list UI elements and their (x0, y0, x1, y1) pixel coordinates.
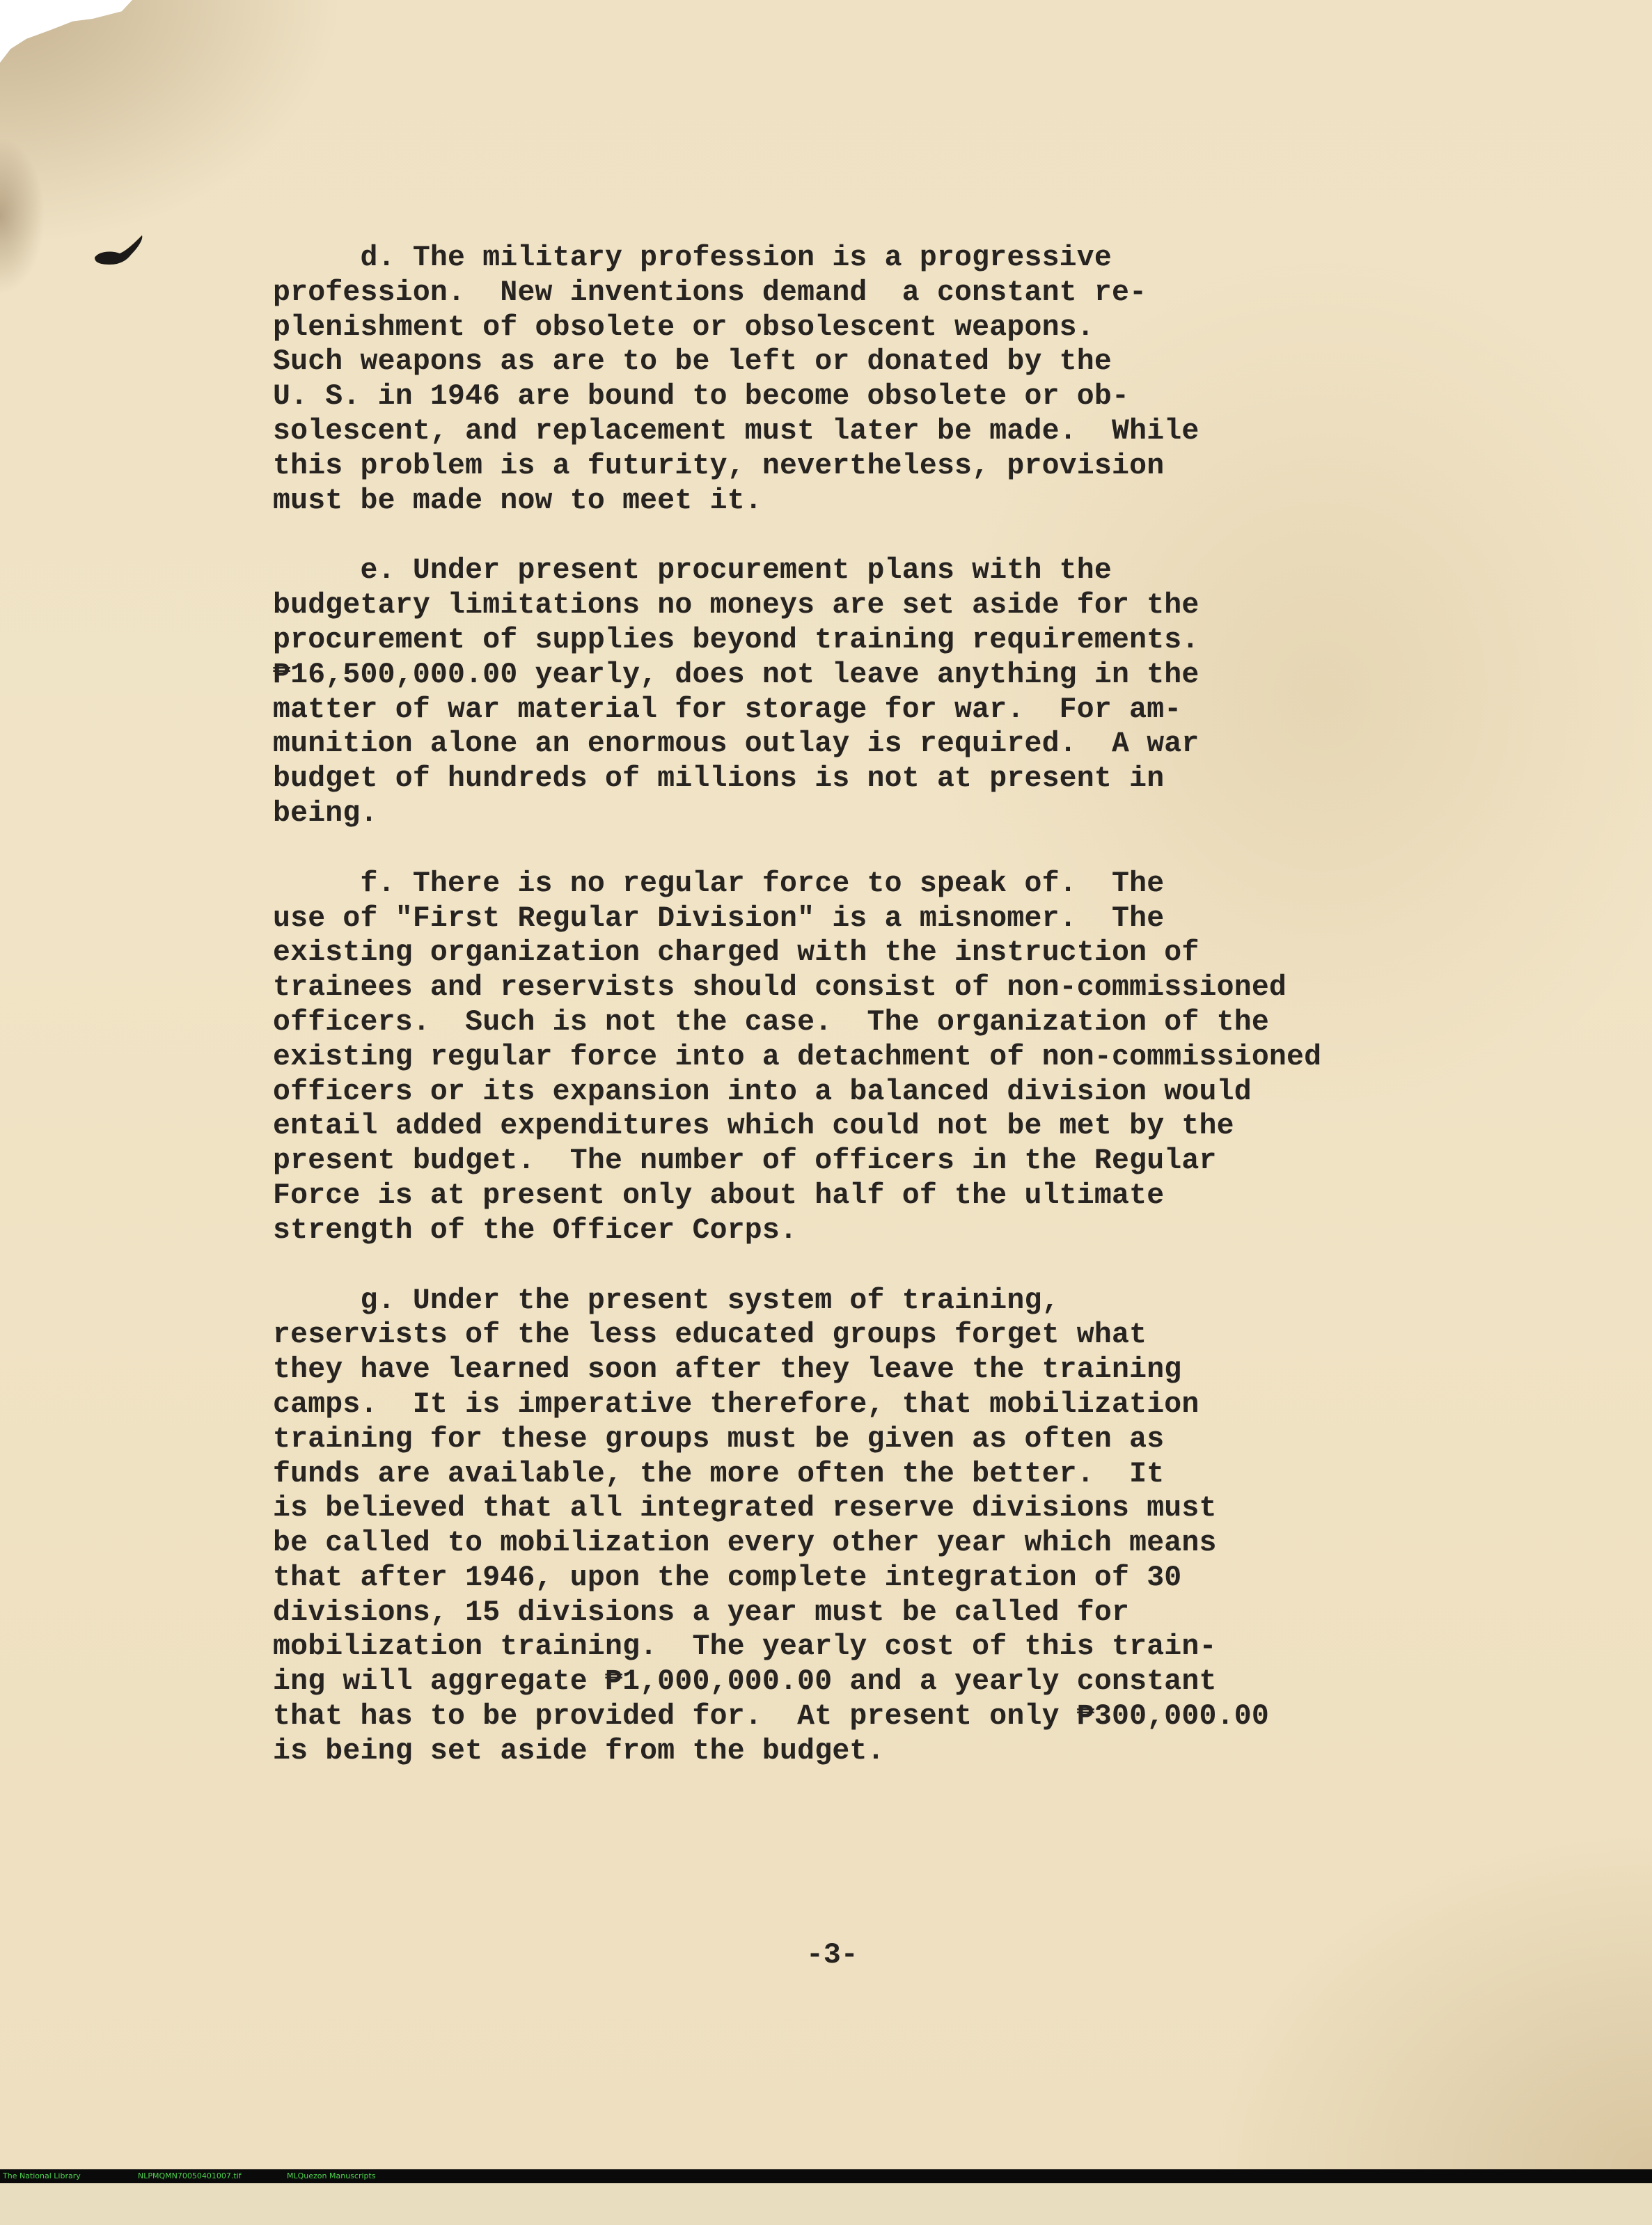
text-line: funds are available, the more often the better. It (273, 1457, 1165, 1491)
ink-blot-icon (92, 230, 146, 272)
text-line: is believed that all integrated reserve divisions must (273, 1492, 1217, 1525)
paragraph-g (273, 1284, 1582, 1769)
paragraph-f (273, 867, 1582, 1248)
text-line: being. (273, 796, 378, 830)
torn-corner (0, 0, 132, 63)
text-line: procurement of supplies beyond training requirements. (273, 623, 1199, 657)
text-line: plenishment of obsolete or obsolescent weapons. (273, 310, 1094, 344)
text-line: matter of war material for storage for war. For am- (273, 693, 1182, 726)
text-line: that has to be provided for. At present only ₱300,000.00 (273, 1700, 1269, 1733)
text-line: present budget. The number of officers in the Regular (273, 1145, 1217, 1178)
text-line: training for these groups must be given as often as (273, 1422, 1165, 1456)
footer-library: The National Library (3, 2171, 81, 2180)
paragraph-e (273, 553, 1582, 831)
text-line: Such weapons as are to be left or donated by the (273, 345, 1112, 379)
text-line: entail added expenditures which could not be met by the (273, 1110, 1234, 1143)
text-line: profession. New inventions demand a constant re- (273, 276, 1147, 309)
text-line: budgetary limitations no moneys are set aside for the (273, 589, 1199, 622)
footer-file: NLPMQMN70050401007.tif (138, 2171, 242, 2180)
text-line: they have learned soon after they leave the training (273, 1353, 1182, 1387)
text-line: officers. Such is not the case. The organization of the (273, 1005, 1269, 1039)
text-line: must be made now to meet it. (273, 484, 762, 517)
text-line: reservists of the less educated groups forget what (273, 1319, 1147, 1352)
text-line: U. S. in 1946 are bound to become obsolete or ob- (273, 380, 1130, 414)
text-line: ₱16,500,000.00 yearly, does not leave anything in the (273, 658, 1199, 691)
text-line: d. The military profession is a progressive (273, 242, 1112, 274)
page-number: -3- (806, 1939, 858, 1972)
text-line: e. Under present procurement plans with the (273, 554, 1112, 588)
text-line: f. There is no regular force to speak of. The (273, 867, 1165, 900)
paper-stain (0, 111, 63, 320)
text-line: that after 1946, upon the complete integration of 30 (273, 1561, 1182, 1594)
text-line: strength of the Officer Corps. (273, 1213, 798, 1247)
text-line: munition alone an enormous outlay is required. A war (273, 728, 1199, 761)
text-line: Force is at present only about half of the ultimate (273, 1179, 1165, 1212)
text-line: this problem is a futurity, nevertheless, provision (273, 449, 1165, 482)
document-body (273, 241, 1582, 1805)
text-line: g. Under the present system of training, (273, 1284, 1060, 1317)
footer-collection: MLQuezon Manuscripts (287, 2171, 376, 2180)
text-line: officers or its expansion into a balanced division would (273, 1075, 1252, 1108)
text-line: use of "First Regular Division" is a misnomer. The (273, 902, 1165, 935)
text-line: mobilization training. The yearly cost of this train- (273, 1630, 1217, 1664)
scan-footer (0, 2169, 1652, 2183)
text-line: be called to mobilization every other year which means (273, 1527, 1217, 1560)
text-line: existing regular force into a detachment of non-commissioned (273, 1040, 1322, 1074)
text-line: budget of hundreds of millions is not at present in (273, 762, 1165, 796)
text-line: existing organization charged with the instruction of (273, 936, 1199, 970)
paragraph-d (273, 241, 1582, 518)
text-line: is being set aside from the budget. (273, 1734, 885, 1768)
text-line: ing will aggregate ₱1,000,000.00 and a yearly constant (273, 1665, 1217, 1699)
text-line: divisions, 15 divisions a year must be called for (273, 1596, 1130, 1629)
text-line: trainees and reservists should consist of non-commissioned (273, 971, 1287, 1005)
text-line: camps. It is imperative therefore, that mobilization (273, 1387, 1199, 1421)
text-line: solescent, and replacement must later be made. While (273, 414, 1199, 448)
